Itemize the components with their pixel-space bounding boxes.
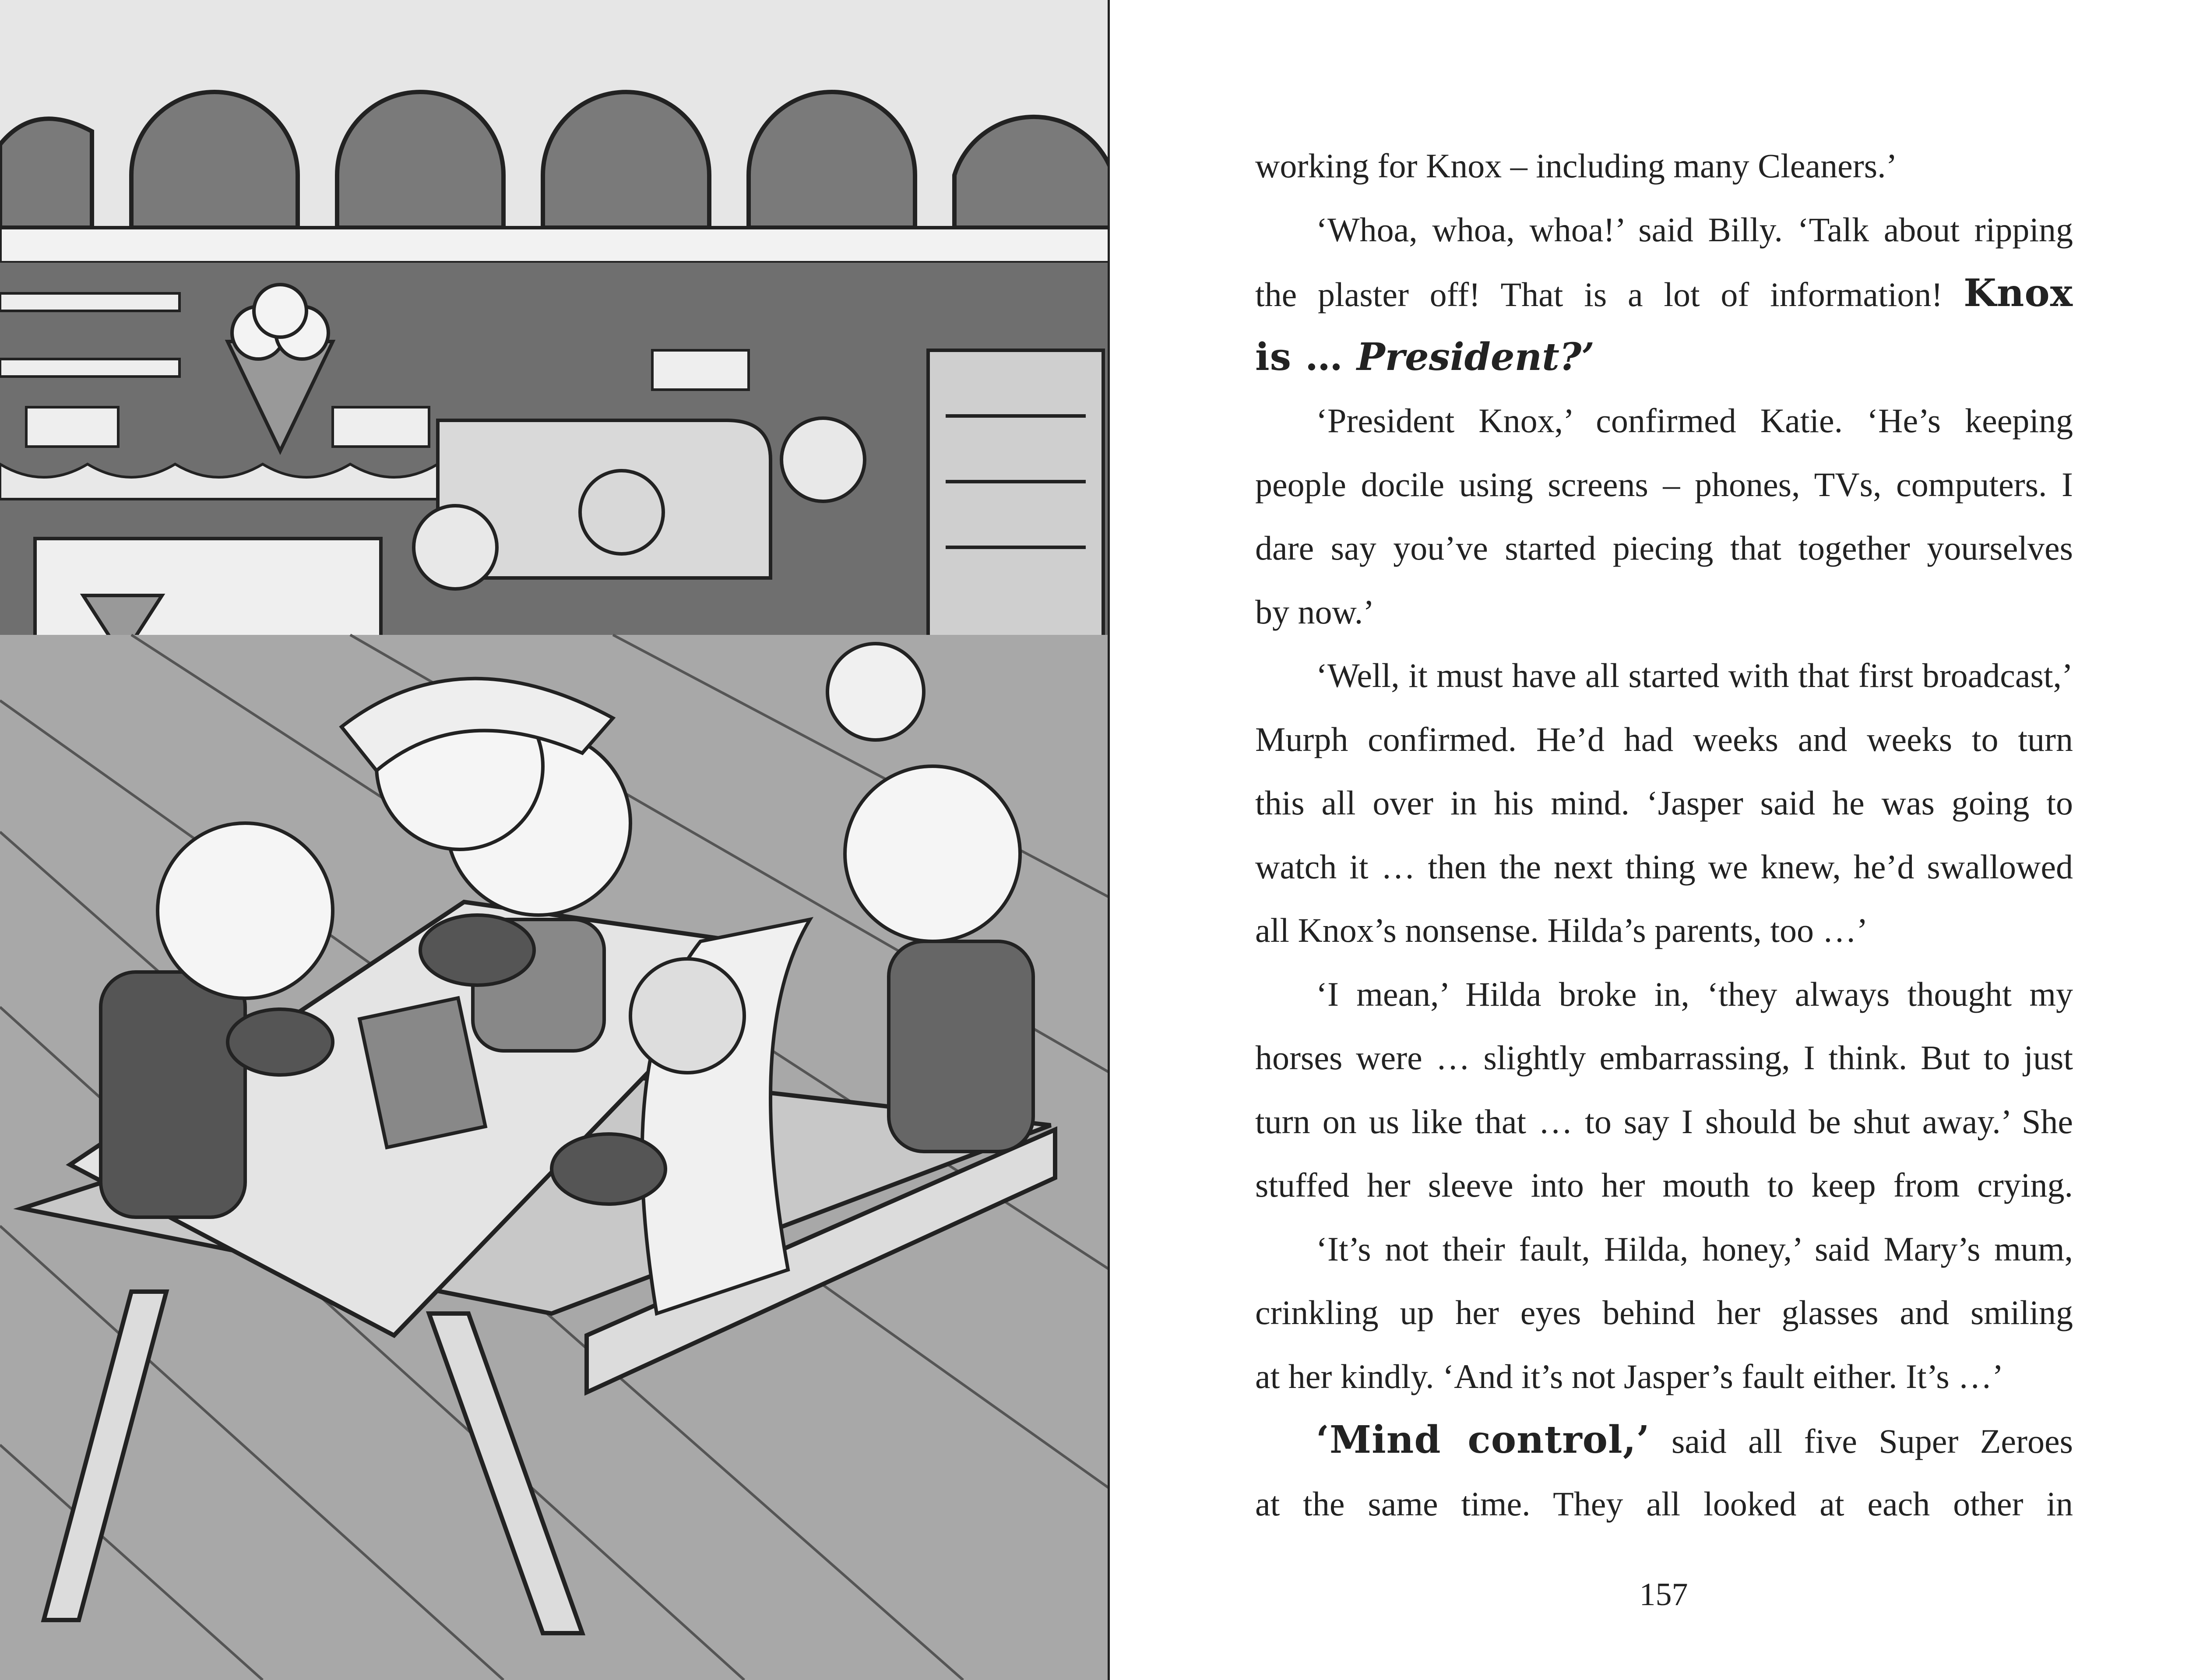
- text-line: [1255, 198, 2073, 262]
- drinks-fridge: [928, 350, 1103, 657]
- text-page: [1255, 134, 2073, 1536]
- text-segment: ‘I mean,’ Hilda broke in, ‘they always thought my: [1316, 975, 2073, 1013]
- text-line: [1255, 580, 2073, 644]
- text-line: [1255, 261, 2073, 325]
- text-segment: ‘Whoa, whoa, whoa!’ said Billy. ‘Talk about ripping: [1316, 210, 2073, 249]
- text-segment: horses were … slightly embarrassing, I think. But to just: [1255, 1039, 2073, 1077]
- text-line: [1255, 1472, 2073, 1536]
- emphasis-text: is …: [1255, 335, 1357, 379]
- ceiling-arches: [0, 0, 1110, 263]
- text-segment: by now.’: [1255, 592, 1375, 631]
- text-segment: at her kindly. ‘And it’s not Jasper’s fault either. It’s …’: [1255, 1357, 2004, 1395]
- text-line: [1255, 771, 2073, 835]
- text-line: [1255, 962, 2073, 1026]
- text-segment: watch it … then the next thing we knew, he’d swallowed: [1255, 847, 2073, 886]
- text-segment: turn on us like that … to say I should be shut away.’ She: [1255, 1102, 2073, 1141]
- text-line: [1255, 1026, 2073, 1090]
- text-line: [1255, 325, 2073, 389]
- text-line: [1255, 898, 2073, 962]
- text-segment: said all five Super Zeroes: [1650, 1422, 2073, 1460]
- text-segment: crinkling up her eyes behind her glasses and smiling: [1255, 1293, 2073, 1331]
- text-line: [1255, 1090, 2073, 1154]
- text-line: [1255, 1281, 2073, 1345]
- text-segment: all Knox’s nonsense. Hilda’s parents, too …’: [1255, 911, 1868, 949]
- text-segment: ‘President Knox,’ confirmed Katie. ‘He’s keeping: [1316, 402, 2073, 440]
- text-line: [1255, 516, 2073, 580]
- emphasis-text: Knox: [1964, 271, 2073, 315]
- emphasis-text: President?’: [1356, 335, 1595, 379]
- text-line: [1255, 835, 2073, 899]
- text-segment: ‘Well, it must have all started with that first broadcast,’: [1316, 656, 2073, 694]
- text-line: [1255, 389, 2073, 453]
- text-line: [1255, 1153, 2073, 1217]
- text-segment: ‘It’s not their fault, Hilda, honey,’ said Mary’s mum,: [1316, 1229, 2073, 1268]
- text-line: [1255, 1408, 2073, 1472]
- text-line: [1255, 1217, 2073, 1281]
- text-segment: dare say you’ve started piecing that together yourselves: [1255, 529, 2073, 567]
- text-line: [1255, 1345, 2073, 1409]
- text-segment: at the same time. They all looked at each other in: [1255, 1484, 2073, 1523]
- text-segment: the plaster off! That is a lot of information!: [1255, 275, 1964, 313]
- emphasis-text: ‘Mind control,’: [1316, 1418, 1650, 1462]
- text-line: [1255, 134, 2073, 198]
- text-line: [1255, 644, 2073, 708]
- text-segment: Murph confirmed. He’d had weeks and weeks to turn: [1255, 720, 2073, 758]
- text-line: [1255, 708, 2073, 771]
- text-segment: people docile using screens – phones, TVs, computers. I: [1255, 465, 2073, 504]
- text-line: [1255, 453, 2073, 517]
- text-segment: working for Knox – including many Cleaners.’: [1255, 147, 1897, 185]
- page-number: 157: [1639, 1577, 1688, 1613]
- text-segment: stuffed her sleeve into her mouth to keep from crying.: [1255, 1166, 2073, 1204]
- text-segment: this all over in his mind. ‘Jasper said he was going to: [1255, 784, 2073, 822]
